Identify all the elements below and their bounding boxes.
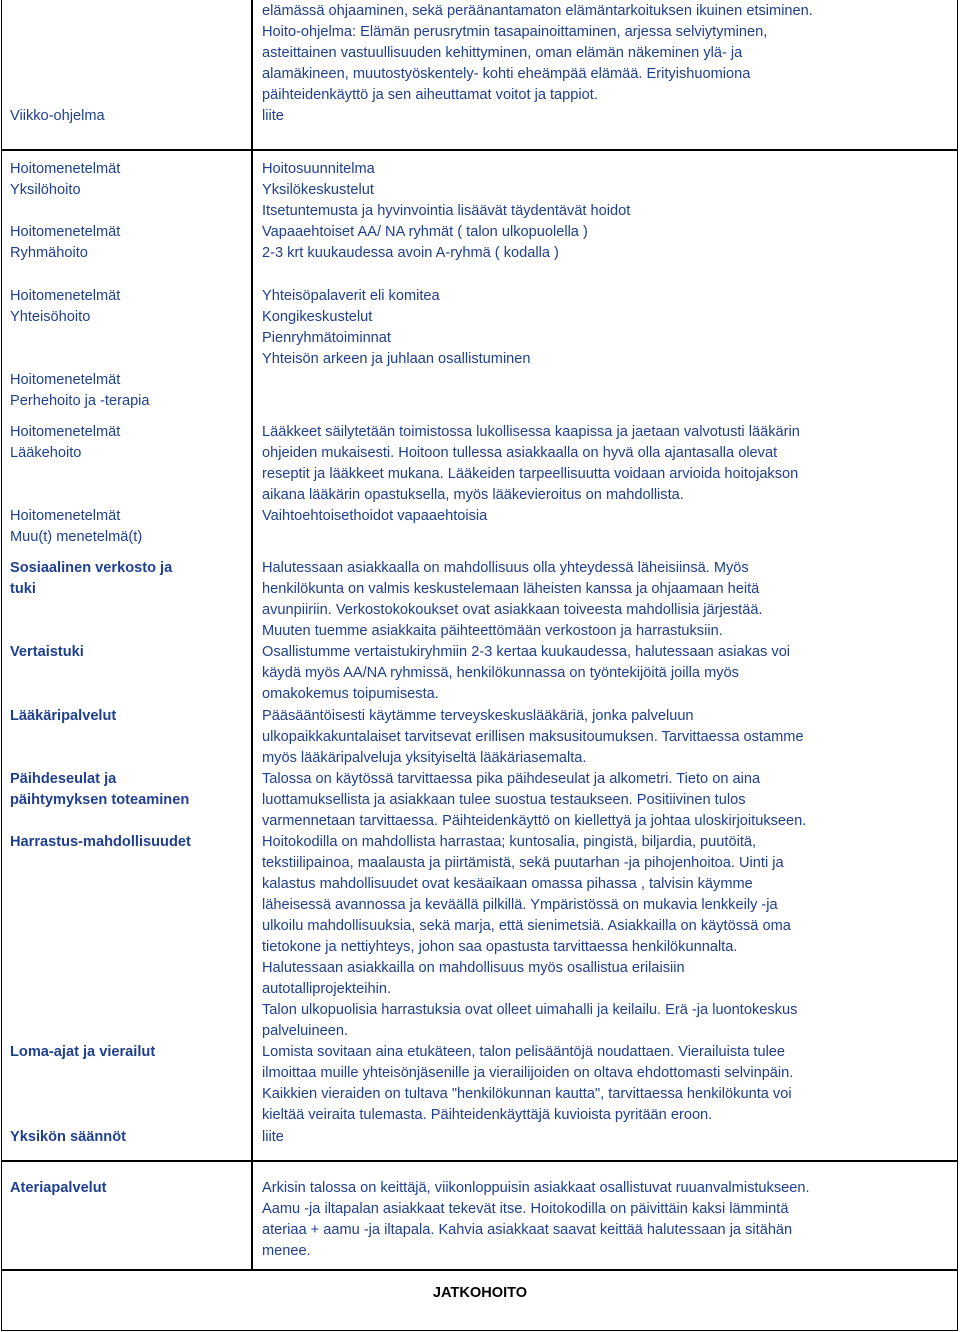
method-details [262, 159, 952, 264]
method-heading: Hoitomenetelmät [10, 288, 121, 304]
method-name: Muu(t) menetelmä(t) [10, 529, 143, 545]
text-line: Yhteisöpalaverit eli komitea [262, 288, 440, 304]
text-line: tekstiilipainoa, maalausta ja piirtämistä, sekä puutarhan -ja pihojenhoitoa. Uinti ja [262, 855, 784, 871]
text-line: Halutessaan asiakkailla on mahdollisuus myös osallistua erilaisiin [262, 960, 685, 976]
method-labels [10, 422, 242, 464]
text-line: Hoitosuunnitelma [262, 161, 375, 177]
row-divider [2, 1269, 957, 1271]
label-line: Harrastus-mahdollisuudet [10, 834, 191, 850]
text-line: autotalliprojekteihin. [262, 981, 391, 997]
text-line: kalastus mahdollisuudet ovat kesäaikaan omassa pihassa , talvisin käymme [262, 876, 753, 892]
text-line: Vapaaehtoiset AA/ NA ryhmät ( talon ulkopuolella ) [262, 224, 588, 240]
text-line: Yksilökeskustelut [262, 182, 374, 198]
section-label [10, 769, 242, 811]
method-heading: Hoitomenetelmät [10, 424, 121, 440]
section-label [10, 832, 242, 853]
text-line: ilmoittaa muille yhteisönjäsenille ja vierailijoiden on oltava ehdottomasti selvinpäin. [262, 1065, 794, 1081]
text-line: kieltää veiraita tulemasta. Päihteidenkäyttäjä kuvioista pyritään eroon. [262, 1107, 713, 1123]
section-text [262, 1178, 952, 1262]
text-line: alamäkineen, muutostyöskentely- kohti eheämpää elämää. Erityishuomiona [262, 66, 751, 82]
method-name: Ryhmähoito [10, 245, 88, 261]
text-line: Pääsääntöisesti käytämme terveyskeskuslääkäriä, jonka palveluun [262, 708, 694, 724]
column-divider [251, 0, 253, 1270]
attachment-link[interactable]: liite [262, 1129, 284, 1145]
section-label [10, 1042, 242, 1063]
text-line: omakokemus toipumisesta. [262, 686, 439, 702]
attachment-link[interactable]: liite [262, 108, 284, 124]
text-line: varmennetaan tarvittaessa. Päihteidenkäyttö on kiellettyä ja johtaa uloskirjoitukseen. [262, 813, 807, 829]
section-text [262, 706, 952, 769]
text-line: päihteidenkäyttö ja sen aiheuttamat voitot ja tappiot. [262, 87, 598, 103]
label-line: Päihdeseulat ja [10, 771, 117, 787]
text-line: Talon ulkopuolisia harrastuksia ovat olleet uimahalli ja keilailu. Erä -ja luontokeskus [262, 1002, 798, 1018]
top-description [262, 1, 952, 127]
text-line: aikana lääkärin opastuksella, myös lääkevieroitus on mahdollista. [262, 487, 684, 503]
method-details [262, 286, 952, 370]
text-line: Pienryhmätoiminnat [262, 330, 391, 346]
label-line: Ateriapalvelut [10, 1180, 107, 1196]
text-line: myös lääkäripalveluja yksityiseltä lääkäriasemalta. [262, 750, 587, 766]
method-labels [10, 506, 242, 548]
text-line: ohjeiden mukaisesti. Hoitoon tullessa asiakkaalla on hyvä olla ajantasalla olevat [262, 445, 778, 461]
text-line: reseptit ja lääkkeet mukana. Lääkeiden tarpeellisuutta voidaan arvioida hoitojakson [262, 466, 799, 482]
method-heading: Hoitomenetelmät [10, 161, 121, 177]
jatkohoito-heading: JATKOHOITO [432, 1285, 528, 1301]
method-labels [10, 370, 242, 412]
text-line: menee. [262, 1243, 311, 1259]
text-line: Yhteisön arkeen ja juhlaan osallistuminen [262, 351, 531, 367]
text-line: Lomista sovitaan aina etukäteen, talon pelisääntöjä noudattaen. Vierailuista tulee [262, 1044, 786, 1060]
row-divider [2, 1160, 957, 1162]
text-line: Vaihtoehtoisethoidot vapaaehtoisia [262, 508, 488, 524]
label-viikko-ohjelma: Viikko-ohjelma [10, 108, 105, 124]
label-line: Loma-ajat ja vierailut [10, 1044, 156, 1060]
label-line: Yksikön säännöt [10, 1129, 126, 1145]
method-heading: Hoitomenetelmät [10, 508, 121, 524]
text-line: Arkisin talossa on keittäjä, viikonloppuisin asiakkaat osallistuvat ruuanvalmistukseen. [262, 1180, 810, 1196]
method-labels [10, 159, 242, 201]
section-text [262, 558, 952, 642]
method-name: Yksilöhoito [10, 182, 81, 198]
section-text [262, 769, 952, 832]
text-line: läheisessä avannossa ja keväällä pilkillä. Ympäristössä on mukavia lenkkeily -ja [262, 897, 778, 913]
text-line: Aamu -ja iltapalan asiakkaat tekevät itse. Hoitokodilla on päivittäin kaksi lämmintä [262, 1201, 789, 1217]
text-line: avunpiiriin. Verkostokokoukset ovat asiakkaan toiveesta mahdollisia järjestää. [262, 602, 763, 618]
section-text [262, 832, 952, 1042]
text-line: Hoitokodilla on mahdollista harrastaa; kuntosalia, pingistä, biljardia, puutöitä, [262, 834, 757, 850]
text-line: Lääkkeet säilytetään toimistossa lukollisessa kaapissa ja jaetaan valvotusti lääkärin [262, 424, 800, 440]
section-label [10, 558, 242, 600]
method-name: Lääkehoito [10, 445, 82, 461]
section-text [262, 1042, 952, 1126]
label-line: Sosiaalinen verkosto ja [10, 560, 173, 576]
text-line: Osallistumme vertaistukiryhmiin 2-3 kertaa kuukaudessa, halutessaan asiakas voi [262, 644, 791, 660]
text-line: Kongikeskustelut [262, 309, 373, 325]
text-line: Muuten tuemme asiakkaita päihteettömään verkostoon ja harrastuksiin. [262, 623, 723, 639]
text-line: elämässä ohjaaminen, sekä peräänantamaton elämäntarkoituksen ikuinen etsiminen. [262, 3, 813, 19]
text-line: ulkopaikkakuntalaiset tarvitsevat erillisen maksusitoumuksen. Tarvittaessa ostamme [262, 729, 804, 745]
method-name: Perhehoito ja -terapia [10, 393, 150, 409]
text-line: tietokone ja nettiyhteys, johon saa opastusta tarvittaessa henkilökunnalta. [262, 939, 738, 955]
section-label [10, 106, 242, 127]
text-line: Itsetuntemusta ja hyvinvointia lisäävät täydentävät hoidot [262, 203, 631, 219]
text-line: ulkoilu mahdollisuuksia, sekä marja, että sienimetsiä. Asiakkailla on käytössä oma [262, 918, 791, 934]
text-line: Talossa on käytössä tarvittaessa pika päihdeseulat ja alkometri. Tieto on aina [262, 771, 761, 787]
text-line: Kaikkien vieraiden on tultava "henkilökunnan kautta", tarvittaessa henkilökunta voi [262, 1086, 792, 1102]
section-text [262, 1127, 952, 1148]
text-line: 2-3 krt kuukaudessa avoin A-ryhmä ( kodalla ) [262, 245, 559, 261]
label-line: päihtymyksen toteaminen [10, 792, 190, 808]
label-line: tuki [10, 581, 36, 597]
text-line: käydä myös AA/NA ryhmissä, henkilökunnassa on työntekijöitä joilla myös [262, 665, 739, 681]
section-label [10, 706, 242, 727]
label-line: Lääkäripalvelut [10, 708, 117, 724]
section-label [10, 1178, 242, 1199]
text-line: Hoito-ohjelma: Elämän perusrytmin tasapainoittaminen, arjessa selviytyminen, [262, 24, 768, 40]
text-line: Halutessaan asiakkaalla on mahdollisuus olla yhteydessä läheisiinsä. Myös [262, 560, 749, 576]
method-details [262, 422, 952, 527]
text-line: asteittainen vastuullisuuden kehittyminen, oman elämän näkeminen ylä- ja [262, 45, 743, 61]
method-heading: Hoitomenetelmät [10, 224, 121, 240]
section-text [262, 642, 952, 705]
text-line: ateriaa + aamu -ja iltapala. Kahvia asiakkaat saavat keittää halutessaan ja sitähän [262, 1222, 793, 1238]
method-name: Yhteisöhoito [10, 309, 91, 325]
text-line: luottamuksellista ja asiakkaan tulee suostua testaukseen. Positiivinen tulos [262, 792, 746, 808]
text-line: henkilökunta on valmis keskustelemaan läheisten kanssa ja ohjaamaan heitä [262, 581, 760, 597]
text-line: palveluineen. [262, 1023, 349, 1039]
method-labels [10, 286, 242, 328]
method-labels [10, 222, 242, 264]
section-label [10, 1127, 242, 1148]
label-line: Vertaistuki [10, 644, 84, 660]
method-heading: Hoitomenetelmät [10, 372, 121, 388]
row-divider [2, 149, 957, 151]
section-label [10, 642, 242, 663]
